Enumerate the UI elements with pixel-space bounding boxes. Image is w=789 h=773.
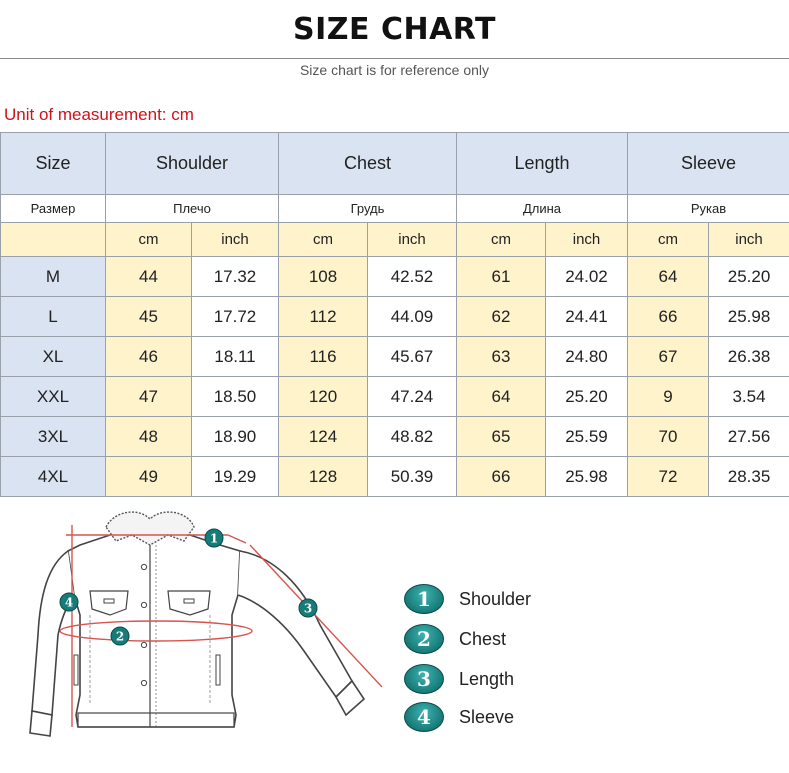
legend-item-length <box>404 662 514 696</box>
header-length: Length <box>457 133 628 195</box>
inch-value-cell: 18.90 <box>192 417 279 457</box>
number-badge: 4 <box>404 702 444 732</box>
inch-value-cell: 45.67 <box>368 337 457 377</box>
cm-value-cell: 65 <box>457 417 546 457</box>
cm-value-cell: 66 <box>457 457 546 497</box>
inch-value-cell: 47.24 <box>368 377 457 417</box>
table-row <box>1 337 789 377</box>
cm-value-cell: 49 <box>106 457 192 497</box>
header-ru-chest: Грудь <box>279 195 457 223</box>
inch-value-cell: 17.72 <box>192 297 279 337</box>
cm-value-cell: 67 <box>628 337 709 377</box>
size-cell: XXL <box>1 377 106 417</box>
inch-value-cell: 25.98 <box>709 297 789 337</box>
cm-value-cell: 46 <box>106 337 192 377</box>
inch-value-cell: 50.39 <box>368 457 457 497</box>
table-row <box>1 297 789 337</box>
unit-inch: inch <box>192 223 279 257</box>
table-row <box>1 257 789 297</box>
inch-value-cell: 42.52 <box>368 257 457 297</box>
legend-label: Shoulder <box>459 588 532 609</box>
jacket-body-outline <box>68 533 240 727</box>
subtitle: Size chart is for reference only <box>299 62 490 78</box>
cm-value-cell: 124 <box>279 417 368 457</box>
left-sleeve-outline <box>32 551 74 715</box>
inch-value-cell: 44.09 <box>368 297 457 337</box>
table-row <box>1 417 789 457</box>
inch-value-cell: 25.20 <box>709 257 789 297</box>
cm-value-cell: 112 <box>279 297 368 337</box>
cm-value-cell: 72 <box>628 457 709 497</box>
number-badge: 3 <box>404 664 444 694</box>
inch-value-cell: 25.20 <box>546 377 628 417</box>
size-table <box>0 132 789 497</box>
svg-text:1: 1 <box>209 531 219 546</box>
header-row-ru <box>1 195 789 223</box>
unit-cm: cm <box>457 223 546 257</box>
cm-value-cell: 61 <box>457 257 546 297</box>
legend-item-chest <box>404 622 506 656</box>
units-empty-cell <box>1 223 106 257</box>
inch-value-cell: 24.02 <box>546 257 628 297</box>
legend-label: Sleeve <box>459 706 515 727</box>
cm-value-cell: 64 <box>628 257 709 297</box>
legend-label: Length <box>459 668 515 689</box>
cm-value-cell: 45 <box>106 297 192 337</box>
marker-3 <box>299 599 317 617</box>
left-cuff <box>30 711 52 736</box>
number-badge: 2 <box>404 624 444 654</box>
svg-text:2: 2 <box>115 629 125 644</box>
unit-cm: cm <box>279 223 368 257</box>
number-badge: 1 <box>404 584 444 614</box>
unit-inch: inch <box>709 223 789 257</box>
inch-value-cell: 17.32 <box>192 257 279 297</box>
size-cell: M <box>1 257 106 297</box>
unit-inch: inch <box>546 223 628 257</box>
svg-text:3: 3 <box>303 601 313 616</box>
inch-value-cell: 18.50 <box>192 377 279 417</box>
inch-value-cell: 48.82 <box>368 417 457 457</box>
header-row <box>1 133 789 195</box>
unit-cm: cm <box>106 223 192 257</box>
cm-value-cell: 48 <box>106 417 192 457</box>
cm-value-cell: 62 <box>457 297 546 337</box>
header-sleeve: Sleeve <box>628 133 789 195</box>
shoulder-line-right <box>228 535 246 543</box>
inch-value-cell: 24.80 <box>546 337 628 377</box>
size-cell: 4XL <box>1 457 106 497</box>
inch-value-cell: 26.38 <box>709 337 789 377</box>
title-divider <box>0 58 789 59</box>
header-ru-length: Длина <box>457 195 628 223</box>
size-cell: XL <box>1 337 106 377</box>
unit-inch: inch <box>368 223 457 257</box>
inch-value-cell: 25.98 <box>546 457 628 497</box>
page-title: SIZE CHART <box>292 12 497 47</box>
cm-value-cell: 70 <box>628 417 709 457</box>
unit-cm: cm <box>628 223 709 257</box>
header-shoulder: Shoulder <box>106 133 279 195</box>
marker-4 <box>60 593 78 611</box>
cm-value-cell: 108 <box>279 257 368 297</box>
size-cell: L <box>1 297 106 337</box>
svg-text:4: 4 <box>64 595 74 610</box>
unit-note: Unit of measurement: cm <box>4 105 194 124</box>
cm-value-cell: 63 <box>457 337 546 377</box>
inch-value-cell: 25.59 <box>546 417 628 457</box>
header-ru-sleeve: Рукав <box>628 195 789 223</box>
inch-value-cell: 3.54 <box>709 377 789 417</box>
cm-value-cell: 64 <box>457 377 546 417</box>
jacket-diagram <box>18 505 390 767</box>
units-row <box>1 223 789 257</box>
inch-value-cell: 19.29 <box>192 457 279 497</box>
inch-value-cell: 28.35 <box>709 457 789 497</box>
cm-value-cell: 44 <box>106 257 192 297</box>
right-sleeve-outline <box>238 551 352 697</box>
header-ru-shoulder: Плечо <box>106 195 279 223</box>
cm-value-cell: 47 <box>106 377 192 417</box>
table-row <box>1 377 789 417</box>
cm-value-cell: 120 <box>279 377 368 417</box>
inch-value-cell: 18.11 <box>192 337 279 377</box>
cm-value-cell: 116 <box>279 337 368 377</box>
header-chest: Chest <box>279 133 457 195</box>
legend-item-sleeve <box>404 700 514 734</box>
header-size: Size <box>1 133 106 195</box>
legend-item-shoulder <box>404 582 531 616</box>
inch-value-cell: 27.56 <box>709 417 789 457</box>
size-cell: 3XL <box>1 417 106 457</box>
table-row <box>1 457 789 497</box>
inch-value-cell: 24.41 <box>546 297 628 337</box>
marker-1 <box>205 529 223 547</box>
cm-value-cell: 66 <box>628 297 709 337</box>
cm-value-cell: 128 <box>279 457 368 497</box>
header-ru-size: Размер <box>1 195 106 223</box>
cm-value-cell: 9 <box>628 377 709 417</box>
marker-2 <box>111 627 129 645</box>
legend-label: Chest <box>459 628 507 649</box>
